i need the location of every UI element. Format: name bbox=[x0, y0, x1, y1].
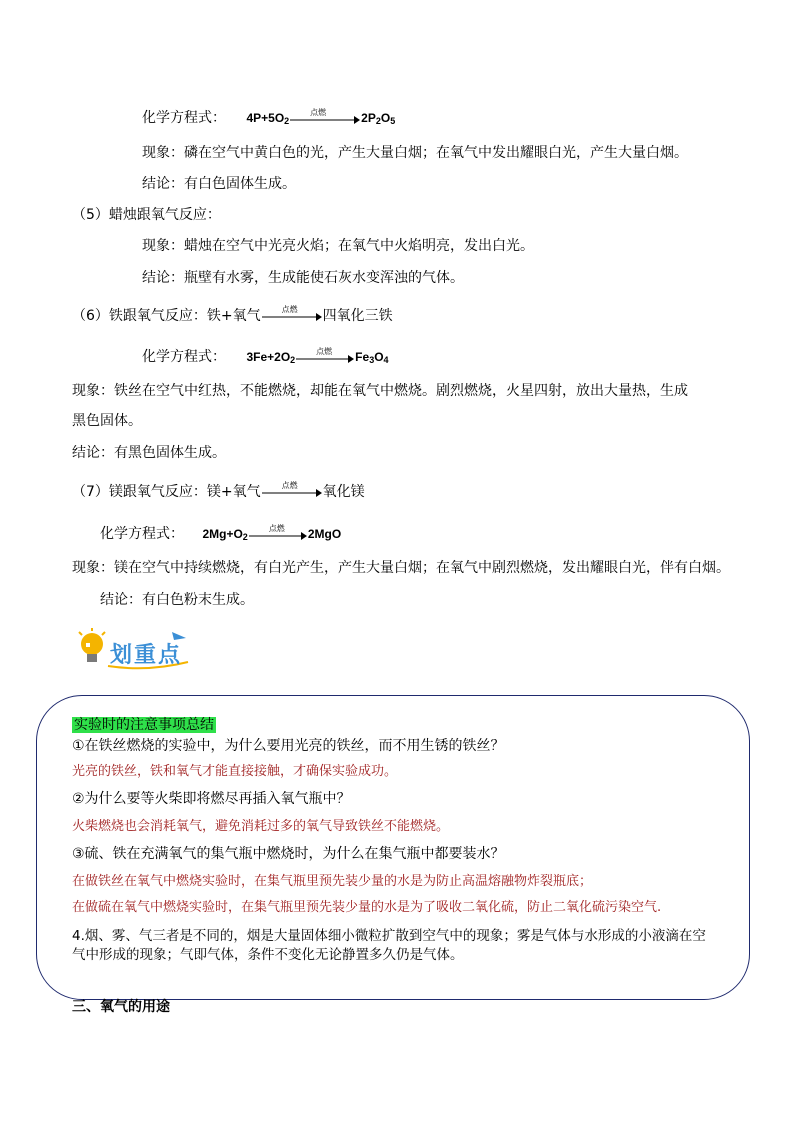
mg-phenomenon: 现象：镁在空气中持续燃烧，有白光产生，产生大量白烟；在氧气中剧烈燃烧，发出耀眼白光，伴有白烟。 bbox=[72, 560, 730, 576]
iron-formula-line bbox=[142, 347, 389, 370]
question-1: ①在铁丝燃烧的实验中，为什么要用光亮的铁丝，而不用生锈的铁丝？ bbox=[72, 738, 505, 754]
reaction-arrow: 点燃 bbox=[262, 485, 332, 499]
answer-2: 火柴燃烧也会消耗氧气，避免消耗过多的氧气导致铁丝不能燃烧。 bbox=[72, 819, 450, 834]
mg-equation: $2Mg+O_2$ 点燃 2MgO bbox=[202, 523, 342, 542]
reaction-arrow: 点燃 bbox=[249, 528, 307, 542]
p-conclusion: 结论：有白色固体生成。 bbox=[142, 176, 296, 192]
answer-3a: 在做铁丝在氧气中燃烧实验时，在集气瓶里预先装少量的水是为防止高温熔融物炸裂瓶底； bbox=[72, 874, 593, 889]
p-equation: $4P+5O_2$ 点燃 $2P_2O_5$ bbox=[246, 107, 396, 126]
candle-conclusion: 结论：瓶壁有水雾，生成能使石灰水变浑浊的气体。 bbox=[142, 270, 464, 286]
candle-heading: （5）蜡烛跟氧气反应： bbox=[72, 207, 221, 223]
answer-1: 光亮的铁丝，铁和氧气才能直接接触，才确保实验成功。 bbox=[72, 764, 398, 779]
key-points-logo bbox=[78, 628, 198, 672]
iron-heading: （6）铁跟氧气反应：铁+氧气 点燃 四氧化三铁 bbox=[72, 305, 393, 324]
iron-equation: $3Fe+2O_2$ 点燃 $Fe_3O_4$ bbox=[246, 346, 389, 365]
mg-conclusion: 结论：有白色粉末生成。 bbox=[100, 592, 254, 608]
iron-conclusion: 结论：有黑色固体生成。 bbox=[72, 445, 226, 461]
p-phenomenon: 现象：磷在空气中黄白色的光，产生大量白烟；在氧气中发出耀眼白光，产生大量白烟。 bbox=[142, 145, 688, 161]
question-3: ③硫、铁在充满氧气的集气瓶中燃烧时，为什么在集气瓶中都要装水？ bbox=[72, 846, 505, 862]
note-4a: 4.烟、雾、气三者是不同的，烟是大量固体细小微粒扩散到空气中的现象；雾是气体与水形成的小液滴在空 bbox=[72, 928, 706, 944]
section-3-heading: 三、氧气的用途 bbox=[72, 999, 170, 1015]
p-formula-line bbox=[142, 108, 395, 131]
reaction-arrow: 点燃 bbox=[296, 351, 354, 365]
note-4b: 气中形成的现象；气即气体，条件不变化无论静置多久仍是气体。 bbox=[72, 947, 464, 963]
iron-formula-label: 化学方程式： bbox=[142, 349, 226, 365]
candle-phenomenon: 现象：蜡烛在空气中光亮火焰；在氧气中火焰明亮，发出白光。 bbox=[142, 238, 534, 254]
mg-formula-label: 化学方程式： bbox=[100, 526, 184, 542]
reaction-arrow: 点燃 bbox=[262, 309, 332, 323]
reaction-arrow: 点燃 bbox=[290, 112, 360, 126]
mg-formula-line bbox=[100, 524, 341, 547]
answer-3b: 在做硫在氧气中燃烧实验时，在集气瓶里预先装少量的水是为了吸收二氧化硫，防止二氧化硫污染空气. bbox=[72, 900, 662, 915]
question-2: ②为什么要等火柴即将燃尽再插入氧气瓶中？ bbox=[72, 791, 351, 807]
mg-heading: （7）镁跟氧气反应：镁+氧气 点燃 氧化镁 bbox=[72, 481, 365, 500]
logo-text: 划重点 bbox=[110, 643, 183, 668]
p-formula-label: 化学方程式： bbox=[142, 110, 226, 126]
iron-phenomenon-1: 现象：铁丝在空气中红热，不能燃烧，却能在氧气中燃烧。剧烈燃烧，火星四射，放出大量热，生成 bbox=[72, 383, 688, 399]
iron-phenomenon-2: 黑色固体。 bbox=[72, 413, 142, 429]
box-title: 实验时的注意事项总结 bbox=[74, 717, 214, 733]
